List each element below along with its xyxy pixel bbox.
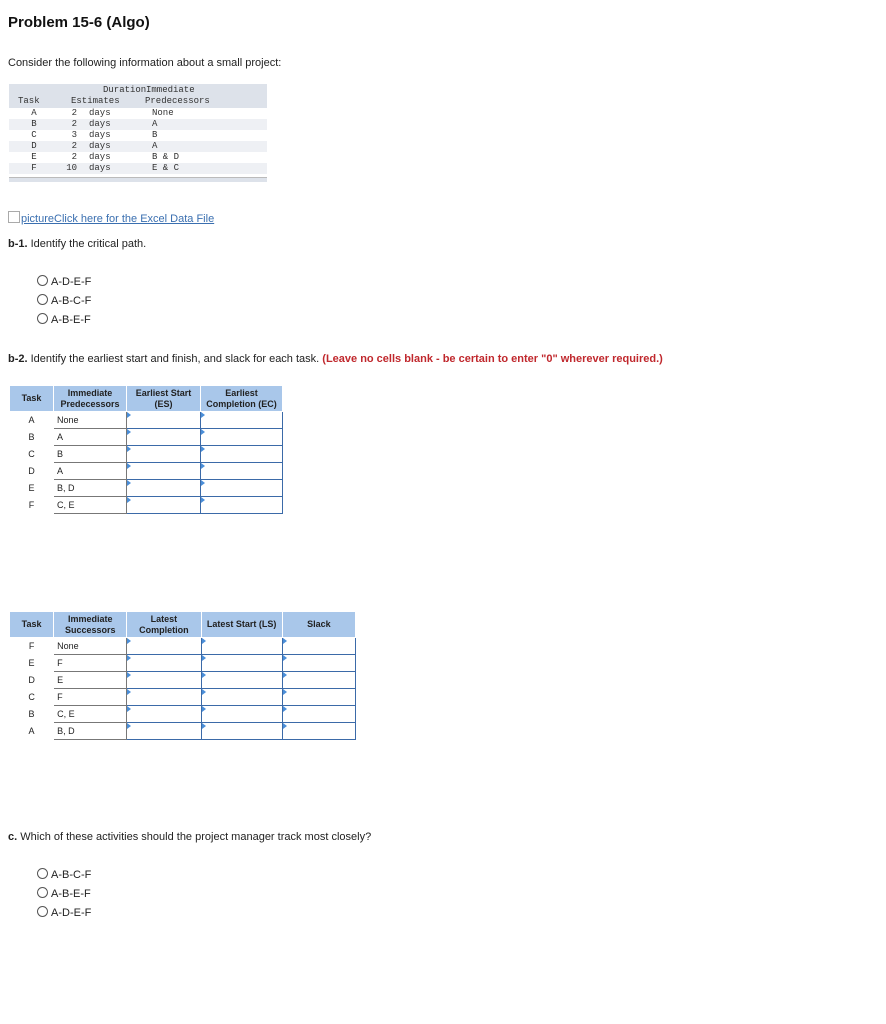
t1-header-pred: Immediate Predecessors [54,386,127,412]
slack-input[interactable] [282,638,355,655]
lc-input[interactable] [127,689,201,706]
radio-label: A-D-E-F [51,276,92,288]
info-cell-num: 3 [71,130,77,140]
ec-input[interactable] [201,429,283,446]
ec-input[interactable] [201,412,283,429]
slack-input[interactable] [282,689,355,706]
pred-cell: A [54,429,127,446]
t1-header-ec: Earliest Completion (EC) [201,386,283,412]
lc-input[interactable] [127,706,201,723]
info-table-header [9,84,267,108]
info-cell-num: 10 [66,163,77,173]
succ-cell: None [54,638,127,655]
ls-input[interactable] [201,672,282,689]
pred-cell: C, E [54,497,127,514]
earliest-table [9,385,283,514]
info-table-footer [9,177,267,182]
radio-option[interactable] [37,885,91,904]
info-cell-pred: None [152,108,174,118]
info-cell-task: C [31,130,37,140]
lc-input[interactable] [127,638,201,655]
table-row [10,480,283,497]
info-cell-task: D [31,141,37,151]
info-cell-unit: days [89,130,111,140]
ec-input[interactable] [201,497,283,514]
ec-input[interactable] [201,446,283,463]
ec-input[interactable] [201,480,283,497]
pred-cell: B [54,446,127,463]
info-cell-pred: A [152,119,158,129]
table-row [10,689,356,706]
info-cell-num: 2 [71,141,77,151]
info-cell-unit: days [89,119,111,129]
ls-input[interactable] [201,655,282,672]
radio-button[interactable] [37,275,48,286]
table-row [10,723,356,740]
radio-label: A-B-E-F [51,888,91,900]
question-c: c. Which of these activities should the project manager track most closely? [8,831,372,843]
header-predecessors: Predecessors [145,96,210,106]
task-cell: E [10,480,54,497]
radio-option[interactable] [37,292,91,311]
radio-option[interactable] [37,273,91,292]
task-cell: F [10,638,54,655]
table-row [10,655,356,672]
task-cell: D [10,672,54,689]
info-row [9,152,267,163]
ls-input[interactable] [201,723,282,740]
t2-header-succ: Immediate Successors [54,612,127,638]
slack-input[interactable] [282,672,355,689]
c-options [37,866,91,923]
info-cell-unit: days [89,152,111,162]
table-row [10,638,356,655]
radio-option[interactable] [37,311,91,330]
table-row [10,672,356,689]
info-cell-task: A [31,108,37,118]
info-cell-unit: days [89,108,111,118]
task-cell: B [10,429,54,446]
header-immediate: Immediate [146,85,195,95]
header-estimates: Estimates [71,96,120,106]
task-cell: E [10,655,54,672]
header-duration: Duration [103,85,147,95]
task-cell: F [10,497,54,514]
info-row [9,141,267,152]
task-cell: C [10,689,54,706]
broken-image-icon [8,211,20,223]
es-input[interactable] [127,412,201,429]
info-cell-pred: A [152,141,158,151]
info-cell-pred: B & D [152,152,180,162]
page-title: Problem 15-6 (Algo) [8,14,150,31]
t2-header-lc: Latest Completion [127,612,201,638]
t1-header-es: Earliest Start (ES) [127,386,201,412]
info-cell-task: E [31,152,37,162]
info-row [9,119,267,130]
radio-button[interactable] [37,313,48,324]
intro-text: Consider the following information about a small project: [8,57,282,69]
lc-input[interactable] [127,723,201,740]
info-cell-unit: days [89,141,111,151]
info-cell-num: 2 [71,152,77,162]
table-row [10,412,283,429]
info-cell-task: F [31,163,37,173]
header-task: Task [18,96,40,106]
task-cell: A [10,412,54,429]
excel-data-link[interactable] [8,211,214,225]
ls-input[interactable] [201,706,282,723]
radio-label: A-D-E-F [51,907,92,919]
table-row [10,429,283,446]
es-input[interactable] [127,463,201,480]
t2-header-slack: Slack [282,612,355,638]
project-info-table [9,84,267,182]
t2-header-ls: Latest Start (LS) [201,612,282,638]
t1-header-task: Task [10,386,54,412]
succ-cell: F [54,655,127,672]
radio-button[interactable] [37,868,48,879]
info-cell-pred: E & C [152,163,180,173]
radio-button[interactable] [37,887,48,898]
info-row [9,163,267,174]
slack-input[interactable] [282,723,355,740]
table-row [10,497,283,514]
task-cell: A [10,723,54,740]
radio-label: A-B-E-F [51,314,91,326]
table-row [10,706,356,723]
ls-input[interactable] [201,689,282,706]
lc-input[interactable] [127,672,201,689]
latest-table [9,611,356,740]
task-cell: D [10,463,54,480]
radio-option[interactable] [37,904,91,923]
succ-cell: F [54,689,127,706]
radio-button[interactable] [37,906,48,917]
es-input[interactable] [127,497,201,514]
succ-cell: B, D [54,723,127,740]
table-row [10,463,283,480]
radio-label: A-B-C-F [51,869,92,881]
info-cell-unit: days [89,163,111,173]
task-cell: C [10,446,54,463]
slack-input[interactable] [282,655,355,672]
table-row [10,446,283,463]
pred-cell: A [54,463,127,480]
es-input[interactable] [127,429,201,446]
es-input[interactable] [127,446,201,463]
task-cell: B [10,706,54,723]
info-cell-pred: B [152,130,158,140]
info-row [9,130,267,141]
info-cell-num: 2 [71,108,77,118]
ec-input[interactable] [201,463,283,480]
t2-header-task: Task [10,612,54,638]
radio-label: A-B-C-F [51,295,92,307]
lc-input[interactable] [127,655,201,672]
info-cell-task: B [31,119,37,129]
slack-input[interactable] [282,706,355,723]
question-b2: b-2. Identify the earliest start and finish, and slack for each task. (Leave no cells blank - be certain to enter "0" wherever required.) [8,353,663,365]
pred-cell: None [54,412,127,429]
question-b1: b-1. Identify the critical path. [8,238,147,250]
ls-input[interactable] [201,638,282,655]
info-cell-num: 2 [71,119,77,129]
b2-note: (Leave no cells blank - be certain to enter "0" wherever required.) [322,353,663,365]
succ-cell: C, E [54,706,127,723]
es-input[interactable] [127,480,201,497]
radio-button[interactable] [37,294,48,305]
excel-link-text[interactable]: pictureClick here for the Excel Data File [21,213,215,225]
radio-option[interactable] [37,866,91,885]
b1-options [37,273,91,330]
info-row [9,108,267,119]
pred-cell: B, D [54,480,127,497]
succ-cell: E [54,672,127,689]
